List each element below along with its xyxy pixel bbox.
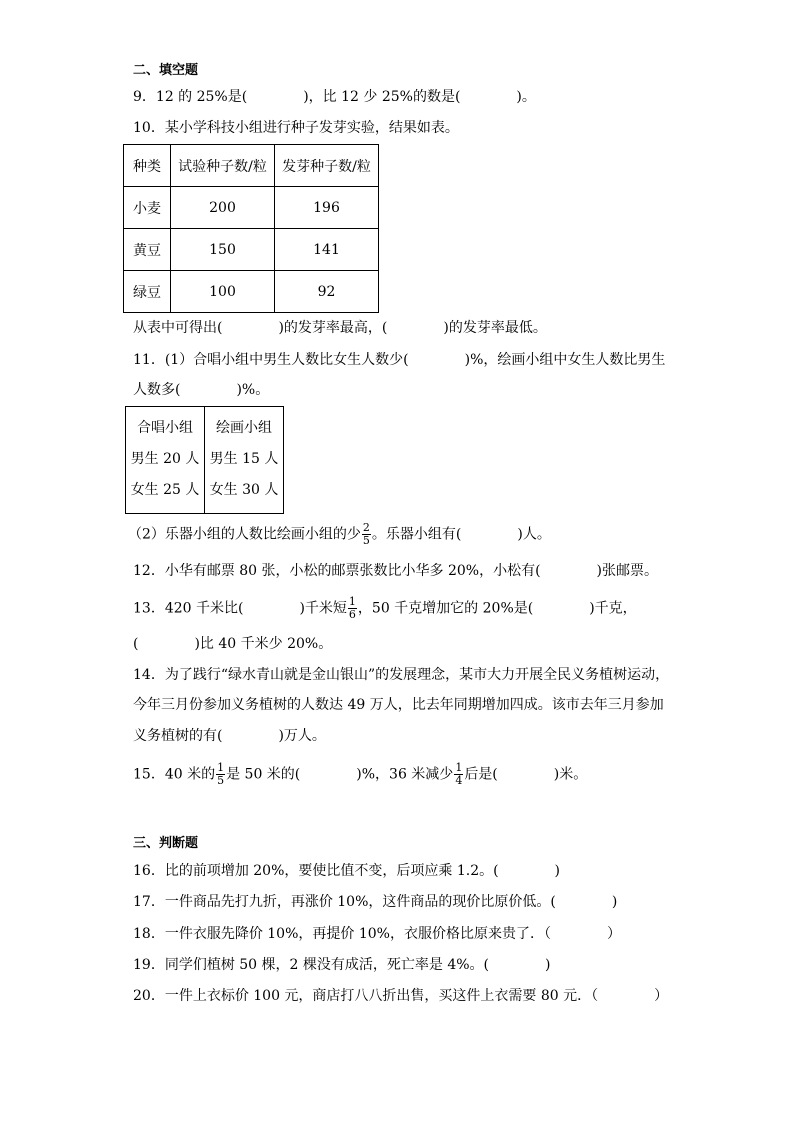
group-boys: 男生 20 人 [130,451,200,467]
text-segment: 15．40 米的 [133,766,216,783]
fraction-denominator: 5 [362,534,370,547]
question-10-intro: 10．某小学科技小组进行种子发芽实验，结果如表。 [133,120,459,136]
fraction-numerator: 1 [455,761,463,774]
table-header-cell: 试验种子数/粒 [171,145,275,187]
question-18: 18．一件衣服先降价 10%，再提价 10%，衣服价格比原来贵了．（ ） [133,926,621,942]
table-cell: 200 [171,187,275,229]
table-cell: 小麦 [124,187,171,229]
question-11-part-2 [128,522,551,547]
question-13-line-1 [133,596,637,621]
table-cell: 92 [275,271,379,313]
question-11-line-1: 11．(1）合唱小组中男生人数比女生人数少( )%，绘画小组中女生人数比男生 [133,352,666,368]
question-14-line-1: 14．为了践行“绿水青山就是金山银山”的发展理念，某市大力开展全民义务植树运动， [133,667,670,683]
group-name: 绘画小组 [216,420,272,436]
text-segment: ，50 千克增加它的 20%是( )千克， [357,600,637,617]
text-segment: 是 50 米的( )%，36 米减少 [226,766,454,783]
question-16: 16．比的前项增加 20%，要使比值不变，后项应乘 1.2。( ) [133,863,561,879]
group-name: 合唱小组 [137,420,193,436]
text-segment: 。乐器小组有( )人。 [371,526,551,543]
fraction [216,762,225,787]
table-cell: 196 [275,187,379,229]
table-row [124,229,379,271]
choir-group-cell [126,407,205,514]
question-14-line-3: 义务植树的有( )万人。 [133,728,326,744]
fraction-numerator: 1 [348,595,356,608]
question-13-line-2: ( )比 40 千米少 20%。 [133,636,333,652]
table-row [124,145,379,187]
question-10-answer: 从表中可得出( )的发芽率最高，( )的发芽率最低。 [133,320,547,336]
fraction-numerator: 2 [362,521,370,534]
question-12: 12．小华有邮票 80 张，小松的邮票张数比小华多 20%，小松有( )张邮票。 [133,563,659,579]
fraction-denominator: 4 [455,774,463,787]
fraction [348,596,357,621]
table-header-cell: 种类 [124,145,171,187]
table-cell: 150 [171,229,275,271]
question-11-line-2: 人数多( )%。 [133,382,270,398]
text-segment: 后是( )米。 [464,766,588,783]
group-members-table [125,406,284,514]
table-cell: 100 [171,271,275,313]
fraction-numerator: 1 [217,761,225,774]
fraction [362,522,371,547]
question-15 [133,762,587,787]
table-cell: 黄豆 [124,229,171,271]
section-heading-judge: 三、判断题 [133,836,199,851]
section-heading-fill: 二、填空题 [133,63,199,78]
fraction-denominator: 5 [217,774,225,787]
text-segment: （2）乐器小组的人数比绘画小组的少 [128,526,361,543]
group-girls: 女生 25 人 [130,482,200,498]
painting-group-cell [205,407,284,514]
text-segment: 13．420 千米比( )千米短 [133,600,347,617]
group-boys: 男生 15 人 [209,451,279,467]
fraction [454,762,463,787]
fraction-denominator: 6 [348,608,356,621]
table-row [126,407,284,514]
question-17: 17．一件商品先打九折，再涨价 10%，这件商品的现价比原价低。( ) [133,894,618,910]
table-cell: 绿豆 [124,271,171,313]
question-14-line-2: 今年三月份参加义务植树的人数达 49 万人，比去年同期增加四成。该市去年三月参加 [133,697,664,713]
question-9: 9．12 的 25%是( )，比 12 少 25%的数是( )。 [133,89,536,105]
table-cell: 141 [275,229,379,271]
seed-germination-table [123,144,379,313]
question-19: 19．同学们植树 50 棵，2 棵没有成活，死亡率是 4%。( ) [133,957,551,973]
table-header-cell: 发芽种子数/粒 [275,145,379,187]
table-row [124,271,379,313]
question-20: 20．一件上衣标价 100 元，商店打八八折出售，买这件上衣需要 80 元．（ ） [133,988,669,1004]
group-girls: 女生 30 人 [209,482,279,498]
table-row [124,187,379,229]
